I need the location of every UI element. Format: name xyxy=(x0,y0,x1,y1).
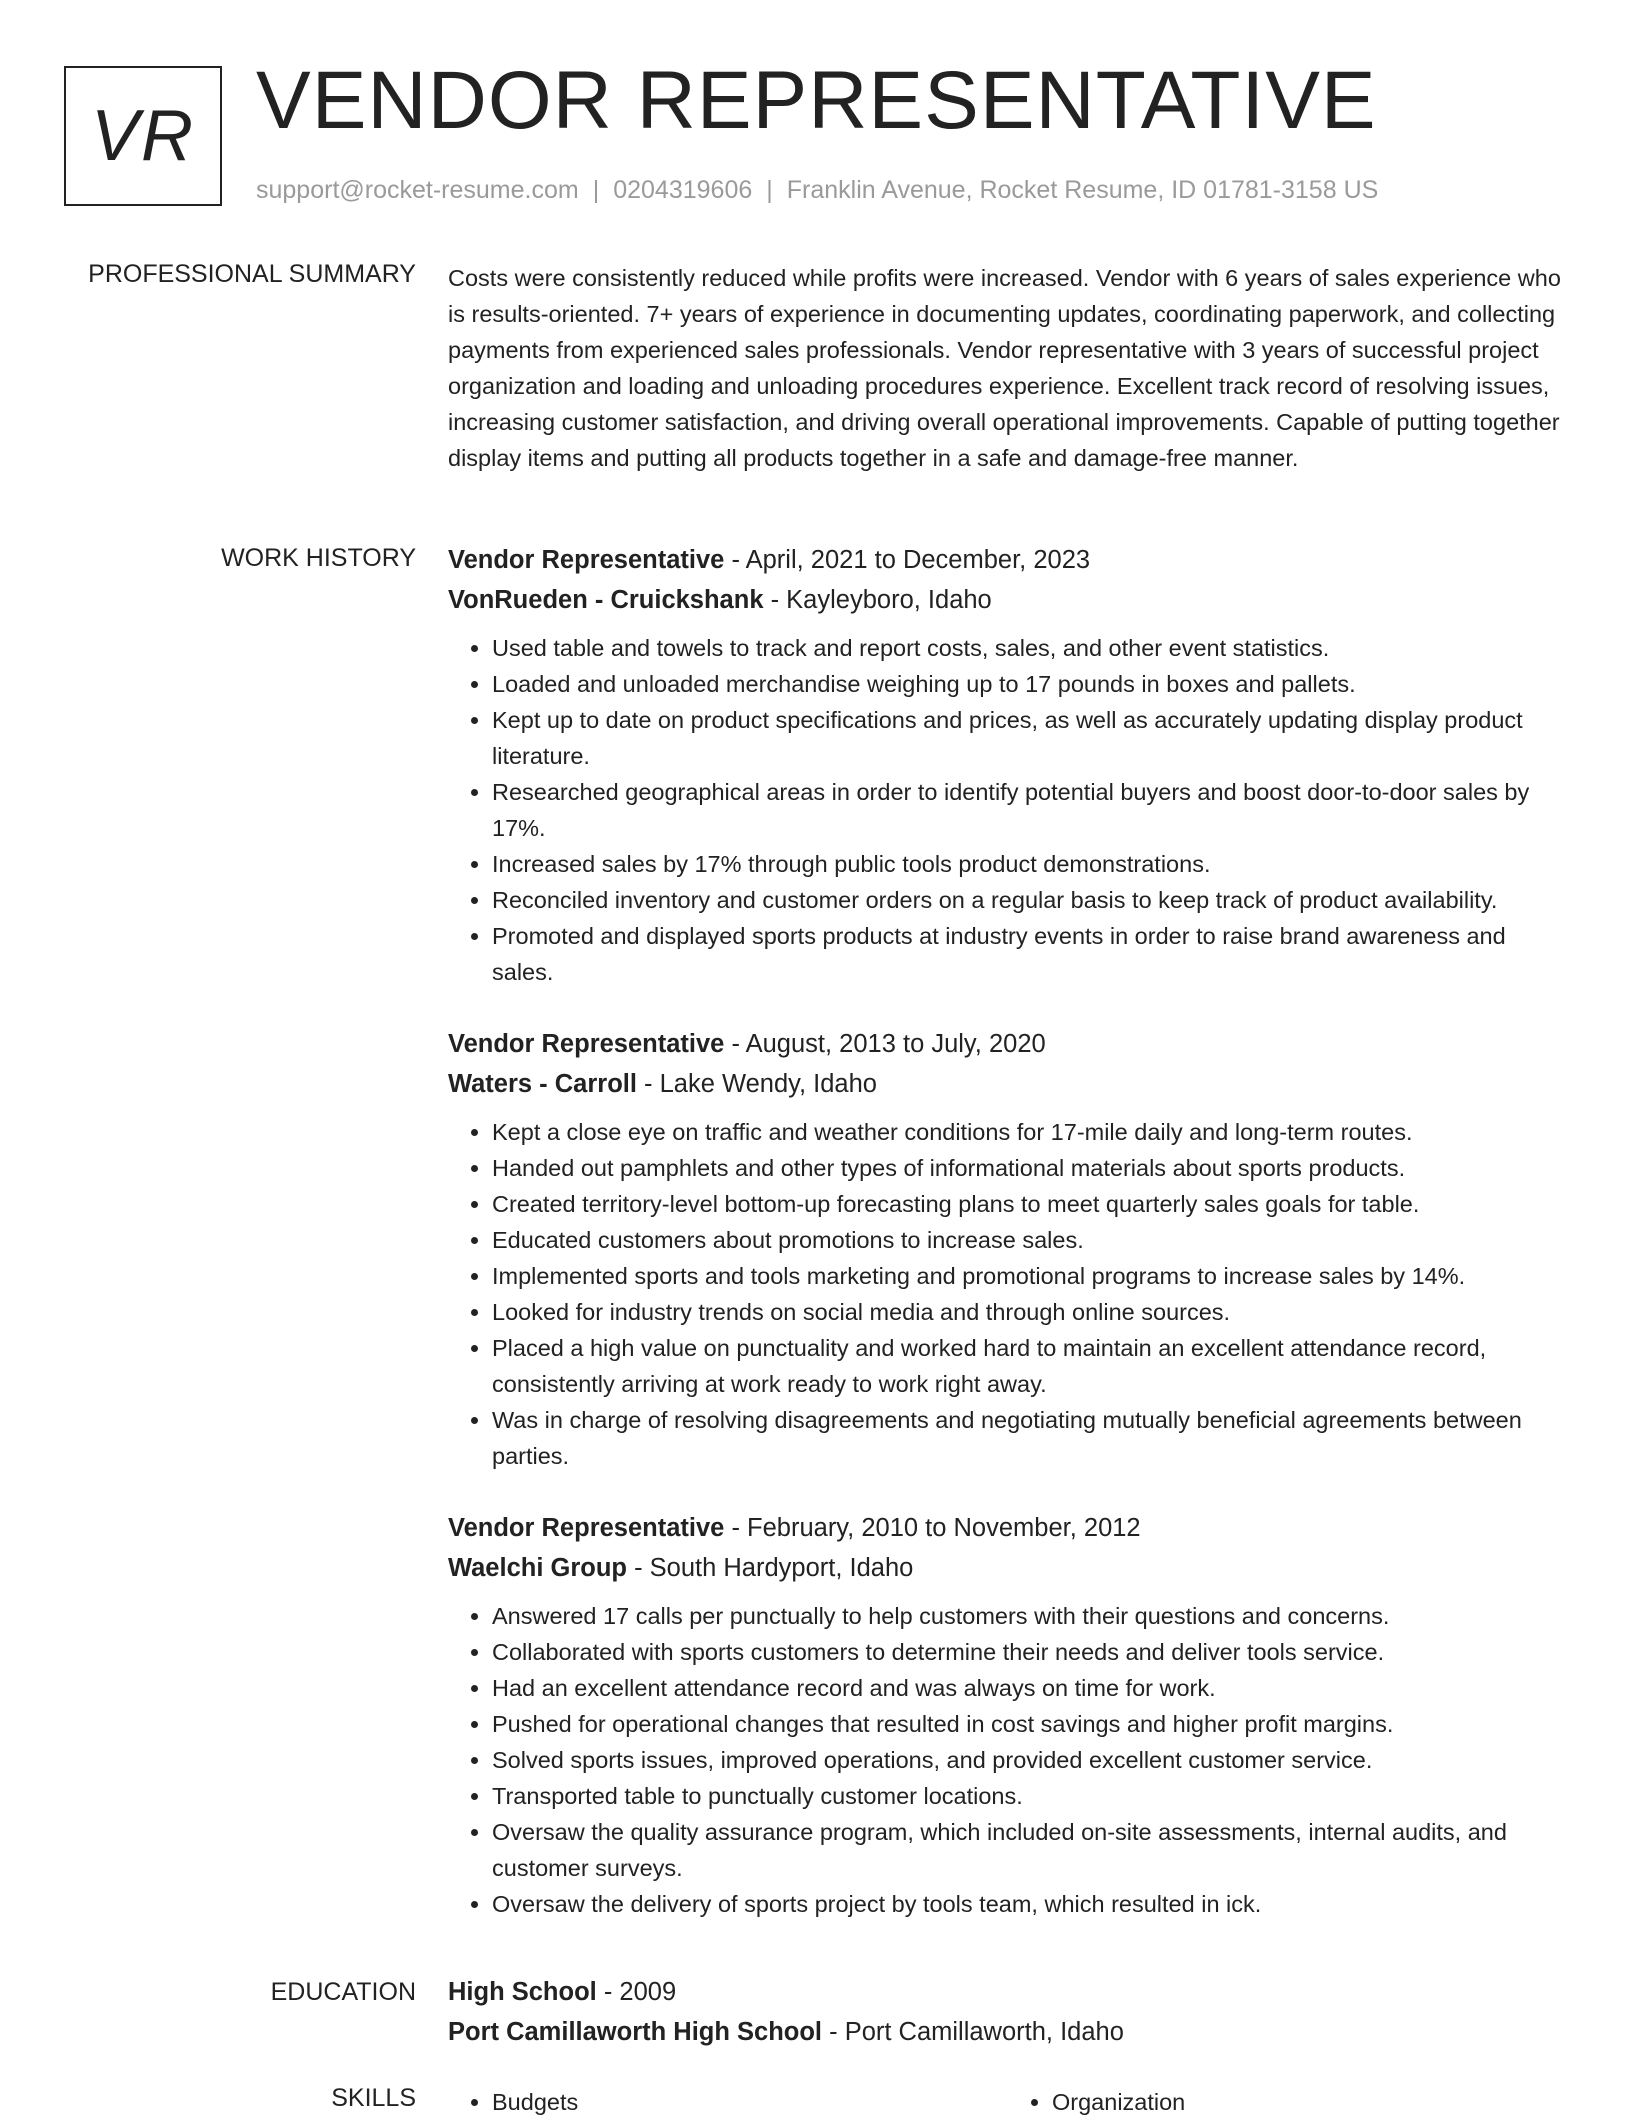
job-bullets xyxy=(448,1114,1568,1474)
list-item: • Answered 17 calls per punctually to help customers with their questions and concerns. xyxy=(492,1598,1568,1634)
list-item: • Looked for industry trends on social media and through online sources. xyxy=(492,1294,1568,1330)
education-degree-line xyxy=(448,1972,1568,2012)
summary-text: Costs were consistently reduced while profits were increased. Vendor with 6 years of sales experience who is results-oriented. 7+ years of experience in documenting updates, coordinating paperwork, and collecting payments from experienced sales professionals. Vendor representative with 3 years of successful project organization and loading and unloading procedures experience. Excellent track record of resolving issues, increasing customer satisfaction, and driving overall operational improvements. Capable of putting together display items and putting all products together in a safe and damage-free manner. xyxy=(448,265,1561,471)
list-item: • Increased sales by 17% through public tools product demonstrations. xyxy=(492,846,1568,882)
job-entry xyxy=(448,1024,1568,1474)
list-item: • Solved sports issues, improved operations, and provided excellent customer service. xyxy=(492,1742,1568,1778)
skills-content xyxy=(448,2084,1568,2120)
work-content xyxy=(448,540,1568,1956)
education-school: Port Camillaworth High School xyxy=(448,2018,823,2046)
job-role: Vendor Representative xyxy=(448,1514,725,1542)
list-item: • Had an excellent attendance record and was always on time for work. xyxy=(492,1670,1568,1706)
contact-line xyxy=(256,176,1378,205)
job-dates: - August, 2013 to July, 2020 xyxy=(724,1030,1046,1058)
contact-phone[interactable]: 0204319606 xyxy=(613,176,753,204)
education-degree: High School xyxy=(448,1978,597,2006)
job-location: - South Hardyport, Idaho xyxy=(627,1554,914,1582)
education-location: - Port Camillaworth, Idaho xyxy=(822,2018,1124,2046)
list-item: • Loaded and unloaded merchandise weighing up to 17 pounds in boxes and pallets. xyxy=(492,666,1568,702)
job-entry xyxy=(448,540,1568,990)
section-label-work: WORK HISTORY xyxy=(221,544,416,572)
list-item: • Promoted and displayed sports products at industry events in order to raise brand awareness and sales. xyxy=(492,918,1568,990)
job-dates: - April, 2021 to December, 2023 xyxy=(724,546,1091,574)
list-item: • Kept a close eye on traffic and weather conditions for 17-mile daily and long-term routes. xyxy=(492,1114,1568,1150)
summary-content xyxy=(448,260,1568,476)
list-item: • Placed a high value on punctuality and worked hard to maintain an excellent attendance record, consistently arriving at work ready to work right away. xyxy=(492,1330,1568,1402)
job-bullets xyxy=(448,630,1568,990)
contact-separator: | xyxy=(592,176,600,204)
monogram: VR xyxy=(64,66,222,206)
list-item: • Oversaw the quality assurance program, which included on-site assessments, internal audits, and customer surveys. xyxy=(492,1814,1568,1886)
resume-title: VENDOR REPRESENTATIVE xyxy=(256,55,1377,146)
list-item: • Educated customers about promotions to increase sales. xyxy=(492,1222,1568,1258)
job-role: Vendor Representative xyxy=(448,1030,725,1058)
contact-address: Franklin Avenue, Rocket Resume, ID 01781-3158 US xyxy=(786,176,1379,204)
job-company: Waelchi Group xyxy=(448,1554,627,1582)
list-item: • Was in charge of resolving disagreements and negotiating mutually beneficial agreements between parties. xyxy=(492,1402,1568,1474)
education-school-line xyxy=(448,2012,1568,2052)
job-title-line xyxy=(448,540,1568,580)
list-item: • Collaborated with sports customers to determine their needs and deliver tools service. xyxy=(492,1634,1568,1670)
job-company: VonRueden - Cruickshank xyxy=(448,586,764,614)
skill-item: • Budgets xyxy=(492,2084,1008,2120)
job-bullets xyxy=(448,1598,1568,1922)
job-title-line xyxy=(448,1024,1568,1064)
list-item: • Researched geographical areas in order to identify potential buyers and boost door-to-door sales by 17%. xyxy=(492,774,1568,846)
job-entry xyxy=(448,1508,1568,1922)
job-company-line xyxy=(448,1548,1568,1588)
job-company-line xyxy=(448,1064,1568,1104)
skills-column xyxy=(448,2084,1008,2120)
job-dates: - February, 2010 to November, 2012 xyxy=(724,1514,1141,1542)
skills-column xyxy=(1008,2084,1568,2120)
list-item: • Used table and towels to track and report costs, sales, and other event statistics. xyxy=(492,630,1568,666)
job-location: - Lake Wendy, Idaho xyxy=(636,1070,877,1098)
list-item: • Pushed for operational changes that resulted in cost savings and higher profit margins. xyxy=(492,1706,1568,1742)
skills-grid xyxy=(448,2084,1568,2120)
contact-email[interactable]: support@rocket-resume.com xyxy=(256,176,579,204)
list-item: • Transported table to punctually customer locations. xyxy=(492,1778,1568,1814)
job-company: Waters - Carroll xyxy=(448,1070,637,1098)
contact-separator: | xyxy=(766,176,773,204)
skill-item: • Organization xyxy=(1052,2084,1568,2120)
job-role: Vendor Representative xyxy=(448,546,725,574)
section-label-education: EDUCATION xyxy=(270,1978,416,2006)
list-item: • Handed out pamphlets and other types of informational materials about sports products. xyxy=(492,1150,1568,1186)
list-item: • Reconciled inventory and customer orders on a regular basis to keep track of product availability. xyxy=(492,882,1568,918)
job-location: - Kayleyboro, Idaho xyxy=(763,586,992,614)
list-item: • Kept up to date on product specifications and prices, as well as accurately updating display product literature. xyxy=(492,702,1568,774)
job-company-line xyxy=(448,580,1568,620)
section-label-skills: SKILLS xyxy=(331,2084,416,2112)
list-item: • Implemented sports and tools marketing and promotional programs to increase sales by 14%. xyxy=(492,1258,1568,1294)
education-content xyxy=(448,1972,1568,2052)
job-title-line xyxy=(448,1508,1568,1548)
list-item: • Created territory-level bottom-up forecasting plans to meet quarterly sales goals for table. xyxy=(492,1186,1568,1222)
section-label-summary: PROFESSIONAL SUMMARY xyxy=(88,260,416,288)
list-item: • Oversaw the delivery of sports project by tools team, which resulted in ick. xyxy=(492,1886,1568,1922)
education-year: - 2009 xyxy=(596,1978,677,2006)
